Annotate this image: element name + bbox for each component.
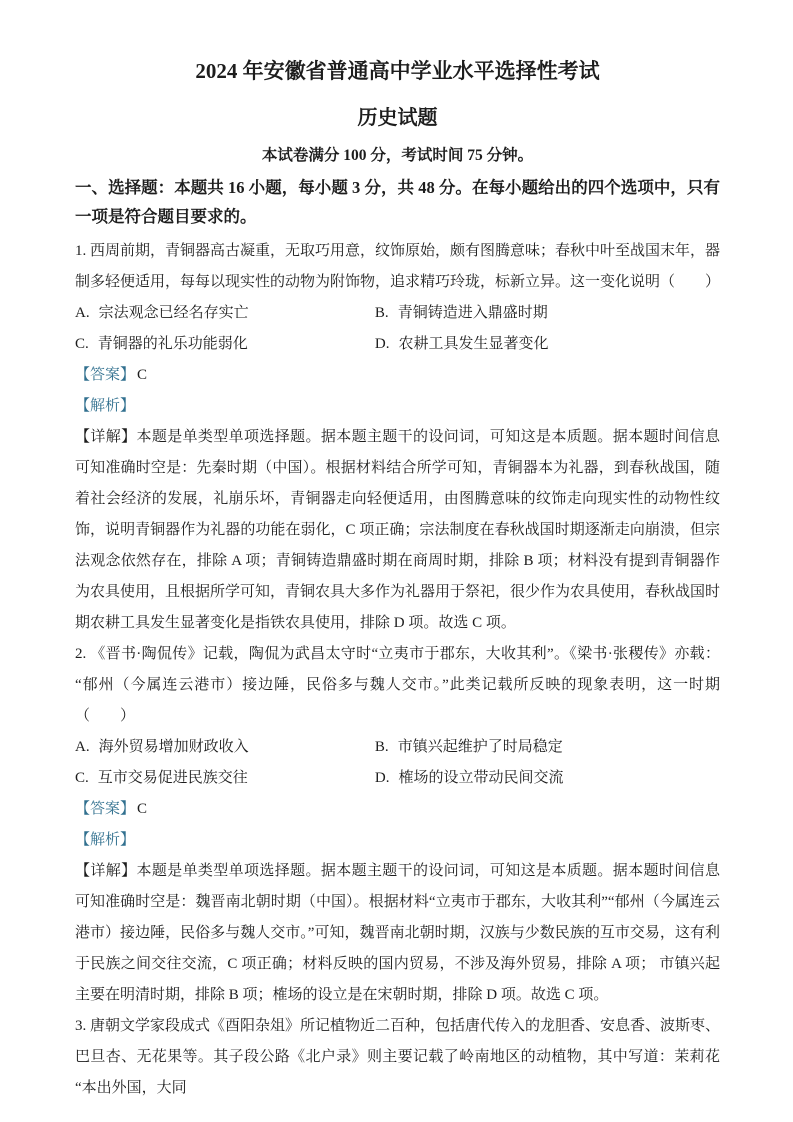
answer-value: C <box>137 801 148 817</box>
question-stem: 2. 《晋书·陶侃传》记载，陶侃为武昌太守时“立夷市于郡东，大收其利”。《梁书·张稷传》亦载：“郁州（今属连云港市）接边陲，民俗多与魏人交市。”此类记载所反映的现象表明，这一时期（ ） <box>75 646 720 724</box>
question-2 <box>75 639 720 1011</box>
option-d <box>375 329 720 360</box>
option-key: C. <box>75 770 89 786</box>
option-key: D. <box>374 770 390 786</box>
detail-paragraph <box>75 856 720 1011</box>
option-key: A. <box>75 739 90 755</box>
answer-line <box>75 794 720 825</box>
detail-text: 本题是单类型单项选择题。据本题主题干的设问词，可知这是本质题。据本题时间信息可知准确时空是：先秦时期（中国）。根据材料结合所学可知，青铜器本为礼器，到春秋战国，随着社会经济的发展，礼崩乐坏，青铜器走向轻便适用，由图腾意味的纹饰走向现实性的动物性纹饰，说明青铜器作为礼器的功能在弱化，C 项正确；宗法制度在春秋战国时期逐渐走向崩溃，但宗法观念依然存在，排除 A 项；青铜铸造鼎盛时期在商周时期，排除 B 项；材料没有提到青铜器作为农具使用，且根据所学可知，青铜农具大多作为礼器用于祭祀，很少作为农具使用，春秋战国时期农耕工具发生显著变化是指铁农具使用，排除 D 项。故选 C 项。 <box>75 429 721 631</box>
analysis-label: 【解析】 <box>75 398 136 414</box>
analysis-line <box>75 391 720 422</box>
exam-info-line: 本试卷满分 100 分，考试时间 75 分钟。 <box>261 147 534 164</box>
option-text: 宗法观念已经名存实亡 <box>98 305 249 321</box>
option-key: D. <box>374 336 390 352</box>
option-a <box>75 298 375 329</box>
question-3 <box>75 1011 720 1104</box>
detail-label: 【详解】 <box>75 429 137 445</box>
option-b <box>375 298 720 329</box>
option-a <box>75 732 375 763</box>
option-key: B. <box>374 305 389 321</box>
option-text: 市镇兴起维护了时局稳定 <box>397 739 563 755</box>
answer-value: C <box>137 367 148 383</box>
detail-label: 【详解】 <box>75 863 137 879</box>
section-heading: 一、选择题：本题共 16 小题，每小题 3 分，共 48 分。在每小题给出的四个选项中，只有一项是符合题目要求的。 <box>75 178 720 226</box>
option-text: 青铜器的礼乐功能弱化 <box>97 336 248 352</box>
analysis-label: 【解析】 <box>75 832 136 848</box>
option-key: B. <box>374 739 389 755</box>
detail-text: 本题是单类型单项选择题。据本题主题干的设问词，可知这是本质题。据本题时间信息可知准确时空是：魏晋南北朝时期（中国）。根据材料“立夷市于郡东，大收其利”“郁州（今属连云港市）接边陲，民俗多与魏人交市。”可知，魏晋南北朝时期，汉族与少数民族的互市交易，这有利于民族之间交往交流，C 项正确；材料反映的国内贸易，不涉及海外贸易，排除 A 项； 市镇兴起主要在明清时期，排除 B 项；榷场的设立是在宋朝时期，排除 D 项。故选 C 项。 <box>75 863 720 1003</box>
option-text: 榷场的设立带动民间交流 <box>398 770 564 786</box>
option-key: A. <box>75 305 90 321</box>
page-title: 2024 年安徽省普通高中学业水平选择性考试 <box>195 59 600 83</box>
option-text: 青铜铸造进入鼎盛时期 <box>397 305 548 321</box>
page-subtitle: 历史试题 <box>357 107 438 129</box>
answer-line <box>75 360 720 391</box>
answer-label: 【答案】 <box>75 367 136 383</box>
option-c <box>75 329 375 360</box>
option-b <box>375 732 720 763</box>
option-text: 互市交易促进民族交往 <box>97 770 248 786</box>
option-text: 农耕工具发生显著变化 <box>398 336 549 352</box>
option-c <box>75 763 375 794</box>
question-stem: 1. 西周前期，青铜器高古凝重，无取巧用意，纹饰原始，颇有图腾意味；春秋中叶至战国末年，器制多轻便适用，每每以现实性的动物为附饰物，追求精巧玲珑，标新立异。这一变化说明（ ） <box>75 243 721 290</box>
options-grid <box>75 298 720 360</box>
answer-label: 【答案】 <box>75 801 136 817</box>
detail-paragraph <box>75 422 720 639</box>
question-stem: 3. 唐朝文学家段成式《酉阳杂俎》所记植物近二百种，包括唐代传入的龙胆香、安息香、波斯枣、巴旦杏、无花果等。其子段公路《北户录》则主要记载了岭南地区的动植物，其中写道：茉莉花“本出外国，大同 <box>75 1018 721 1096</box>
options-grid <box>75 732 720 794</box>
option-text: 海外贸易增加财政收入 <box>98 739 249 755</box>
option-key: C. <box>75 336 89 352</box>
analysis-line <box>75 825 720 856</box>
option-d <box>375 763 720 794</box>
question-1 <box>75 236 720 639</box>
